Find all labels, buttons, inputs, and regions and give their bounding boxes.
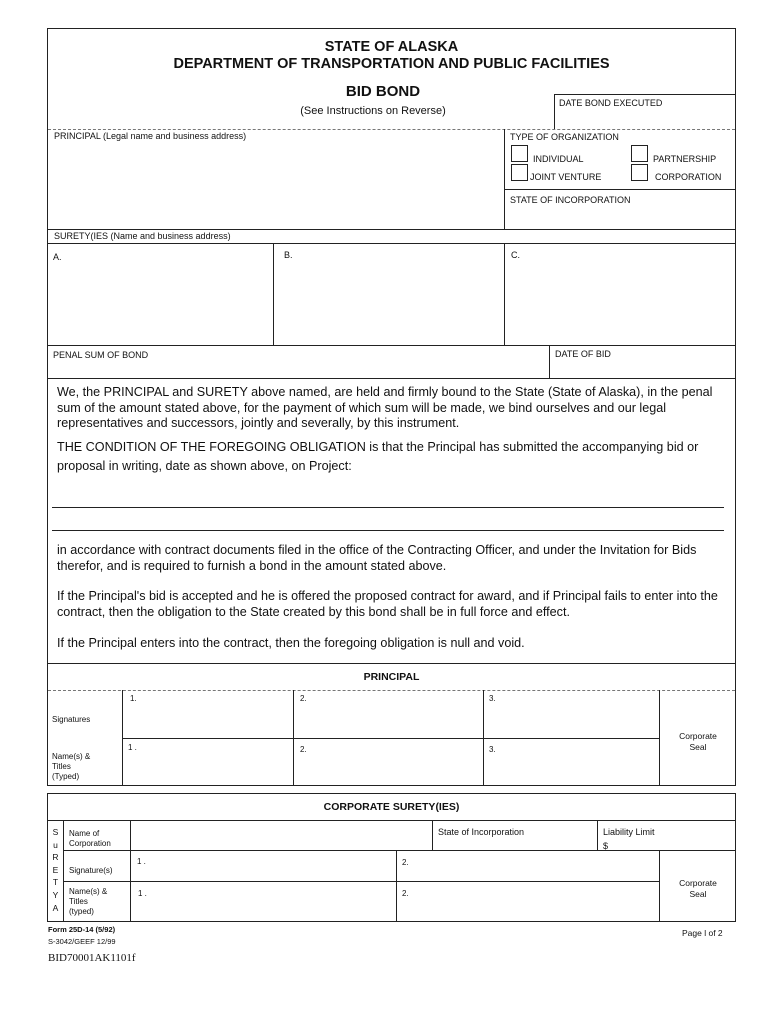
joint-venture-label: JOINT VENTURE bbox=[530, 172, 602, 182]
surety-sig-1-number: 1 . bbox=[137, 857, 146, 866]
penal-sum-field[interactable] bbox=[50, 361, 546, 376]
form-title: BID BOND bbox=[345, 83, 421, 100]
principal-names-titles-label: Name(s) & Titles (Typed) bbox=[52, 752, 91, 781]
state-of-incorporation-field[interactable] bbox=[506, 207, 732, 228]
surety-c-field[interactable] bbox=[507, 264, 733, 343]
principal-name-3-number: 3. bbox=[489, 745, 496, 754]
contract-documents-paragraph: in accordance with contract documents filed in the office of the Contracting Officer, and under the Invitation for Bids therefor, and is required to furnish a bond in the amount stated above. bbox=[57, 543, 697, 573]
side-letter: Y bbox=[52, 889, 59, 900]
side-letter: u bbox=[53, 839, 58, 850]
sureties-label: SURETY(IES (Name and business address) bbox=[54, 231, 231, 241]
null-void-paragraph: If the Principal enters into the contract, then the foregoing obligation is null and void. bbox=[57, 636, 525, 650]
principal-name-title-1[interactable] bbox=[125, 756, 290, 784]
date-bond-executed-field[interactable] bbox=[556, 111, 732, 127]
surety-name-1-number: 1 . bbox=[138, 889, 147, 898]
surety-sig-2-number: 2. bbox=[402, 858, 409, 867]
principal-name-2-number: 2. bbox=[300, 745, 307, 754]
principal-name-title-3[interactable] bbox=[486, 756, 656, 784]
principal-signatures-label: Signatures bbox=[52, 715, 91, 724]
liability-limit-field[interactable] bbox=[611, 838, 731, 849]
date-bond-executed-label: DATE BOND EXECUTED bbox=[559, 98, 663, 108]
surety-state-of-incorporation-label: State of Incorporation bbox=[438, 827, 525, 837]
surety-signature-2[interactable] bbox=[399, 866, 656, 880]
project-field[interactable] bbox=[52, 490, 724, 530]
state-of-incorporation-label: STATE OF INCORPORATION bbox=[510, 195, 631, 205]
partnership-checkbox[interactable] bbox=[631, 145, 648, 162]
partnership-label: PARTNERSHIP bbox=[653, 154, 717, 164]
joint-venture-checkbox[interactable] bbox=[511, 164, 528, 181]
principal-label: PRINCIPAL (Legal name and business address) bbox=[54, 131, 247, 141]
date-of-bid-label: DATE OF BID bbox=[555, 349, 611, 359]
surety-b-label: B. bbox=[284, 250, 293, 260]
name-of-corporation-label: Name of Corporation bbox=[69, 829, 111, 848]
surety-a-field[interactable] bbox=[50, 264, 271, 343]
principal-sig-2-number: 2. bbox=[300, 694, 307, 703]
principal-corporate-seal-label: Corporate Seal bbox=[679, 731, 717, 752]
principal-signature-1[interactable] bbox=[125, 705, 290, 736]
award-paragraph: If the Principal's bid is accepted and he is offered the proposed contract for award, and if Principal fails to enter into the contract, then the obligation to the State created by this bond shall be in full force and effect. bbox=[57, 589, 718, 619]
department-title: DEPARTMENT OF TRANSPORTATION AND PUBLIC FACILITIES bbox=[173, 56, 610, 72]
side-letter: R bbox=[52, 852, 59, 863]
surety-name-title-1[interactable] bbox=[133, 899, 393, 919]
penal-sum-label: PENAL SUM OF BOND bbox=[53, 350, 149, 360]
project-line-1 bbox=[52, 507, 724, 508]
individual-checkbox[interactable] bbox=[511, 145, 528, 162]
state-title: STATE OF ALASKA bbox=[324, 39, 459, 55]
page-number: Page l of 2 bbox=[682, 928, 723, 938]
surety-signatures-label: Signature(s) bbox=[69, 866, 113, 875]
surety-signature-1[interactable] bbox=[133, 866, 393, 880]
surety-side-letters bbox=[48, 826, 63, 914]
date-of-bid-field[interactable] bbox=[552, 361, 732, 376]
corporation-label: CORPORATION bbox=[655, 172, 722, 182]
corporate-sureties-heading: CORPORATE SURETY(IES) bbox=[323, 801, 460, 813]
surety-corporate-seal-label: Corporate Seal bbox=[679, 878, 717, 899]
dollar-sign: $ bbox=[603, 841, 609, 851]
principal-sig-1-number: 1. bbox=[130, 694, 137, 703]
document-code: BID70001AK1101f bbox=[48, 952, 136, 964]
surety-c-label: C. bbox=[511, 250, 520, 260]
principal-signature-2[interactable] bbox=[296, 705, 480, 736]
side-letter: T bbox=[52, 877, 59, 888]
principal-heading: PRINCIPAL bbox=[363, 671, 420, 683]
surety-names-titles-label: Name(s) & Titles (typed) bbox=[69, 887, 108, 916]
instructions-note: (See Instructions on Reverse) bbox=[300, 105, 446, 117]
principal-field[interactable] bbox=[50, 144, 500, 229]
surety-b-field[interactable] bbox=[276, 264, 502, 343]
type-of-organization-label: TYPE OF ORGANIZATION bbox=[510, 132, 619, 142]
principal-name-1-number: 1 . bbox=[128, 743, 137, 752]
side-letter: S bbox=[52, 827, 59, 837]
project-line-2 bbox=[52, 530, 724, 531]
principal-name-title-2[interactable] bbox=[296, 756, 480, 784]
form-sub-number: S-3042/GEEF 12/99 bbox=[48, 937, 116, 946]
condition-paragraph: THE CONDITION OF THE FOREGOING OBLIGATION is that the Principal has submitted the accompanying bid or proposal in writing, date as shown above, on Project: bbox=[57, 440, 699, 473]
liability-limit-label: Liability Limit bbox=[603, 827, 655, 837]
binding-paragraph: We, the PRINCIPAL and SURETY above named, are held and firmly bound to the State (State of Alaska), in the penal sum of the amount stated above, for the payment of which sum will be made, we bind ourselves and our legal representatives and successors, jointly and severally, by this instrument. bbox=[57, 385, 713, 430]
surety-name-2-number: 2. bbox=[402, 889, 409, 898]
form-number: Form 25D-14 (5/92) bbox=[48, 925, 116, 934]
principal-signature-3[interactable] bbox=[486, 705, 656, 736]
side-letter: E bbox=[52, 864, 59, 875]
principal-sig-3-number: 3. bbox=[489, 694, 496, 703]
individual-label: INDIVIDUAL bbox=[533, 154, 584, 164]
surety-name-title-2[interactable] bbox=[399, 899, 656, 919]
side-letter: A bbox=[52, 902, 59, 913]
surety-corporation-name-field[interactable] bbox=[133, 823, 429, 848]
surety-a-label: A. bbox=[53, 252, 62, 262]
corporation-checkbox[interactable] bbox=[631, 164, 648, 181]
